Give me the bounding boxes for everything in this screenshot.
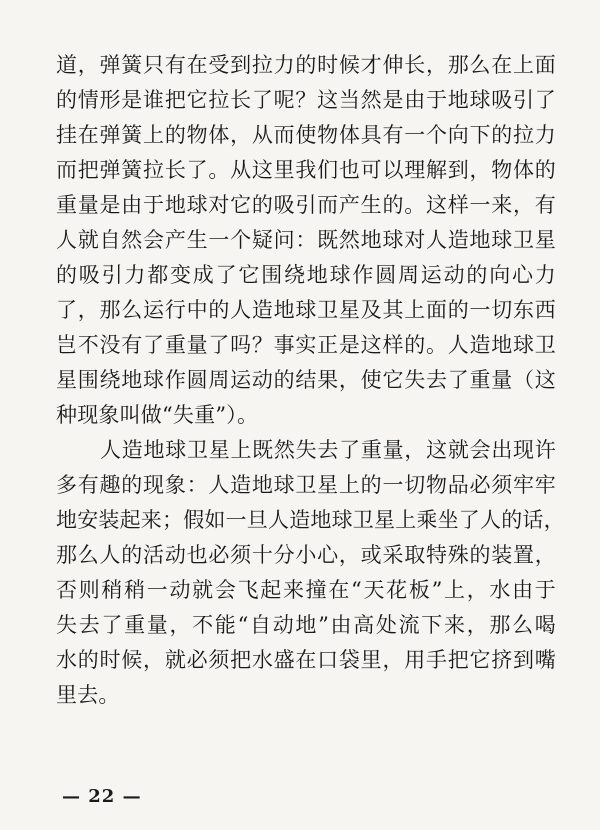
text-line: 了，那么运行中的人造地球卫星及其上面的一切东西 <box>56 298 556 322</box>
text-line: 道，弹簧只有在受到拉力的时候才伸长，那么在上面 <box>56 53 556 77</box>
text-line: 挂在弹簧上的物体，从而使物体具有一个向下的拉力 <box>56 123 556 147</box>
text-line: 那么人的活动也必须十分小心，或采取特殊的装置， <box>56 543 556 567</box>
text-line: 多有趣的现象：人造地球卫星上的一切物品必须牢牢 <box>56 473 556 497</box>
text-line: 岂不没有了重量了吗？事实正是这样的。人造地球卫 <box>56 333 556 357</box>
text-line: 的情形是谁把它拉长了呢？这当然是由于地球吸引了 <box>56 88 556 112</box>
text-line: 种现象叫做“失重”）。 <box>56 403 259 427</box>
text-line: 失去了重量，不能“自动地”由高处流下来，那么喝 <box>56 613 556 637</box>
text-line: 重量是由于地球对它的吸引而产生的。这样一来，有 <box>56 193 556 217</box>
text-line: 人就自然会产生一个疑问：既然地球对人造地球卫星 <box>56 228 556 252</box>
text-line: 星围绕地球作圆周运动的结果，使它失去了重量（这 <box>56 368 556 392</box>
text-line: 否则稍稍一动就会飞起来撞在“天花板”上，水由于 <box>56 578 556 602</box>
text-line: 地安装起来；假如一旦人造地球卫星上乘坐了人的话， <box>56 508 565 532</box>
page-number: — 22 — <box>62 786 142 807</box>
text-line: 人造地球卫星上既然失去了重量，这就会出现许 <box>100 438 556 462</box>
text-line: 水的时候，就必须把水盛在口袋里，用手把它挤到嘴 <box>56 648 556 672</box>
text-line: 的吸引力都变成了它围绕地球作圆周运动的向心力 <box>56 263 556 287</box>
text-line: 里去。 <box>56 683 120 707</box>
text-line: 而把弹簧拉长了。从这里我们也可以理解到，物体的 <box>56 158 556 182</box>
